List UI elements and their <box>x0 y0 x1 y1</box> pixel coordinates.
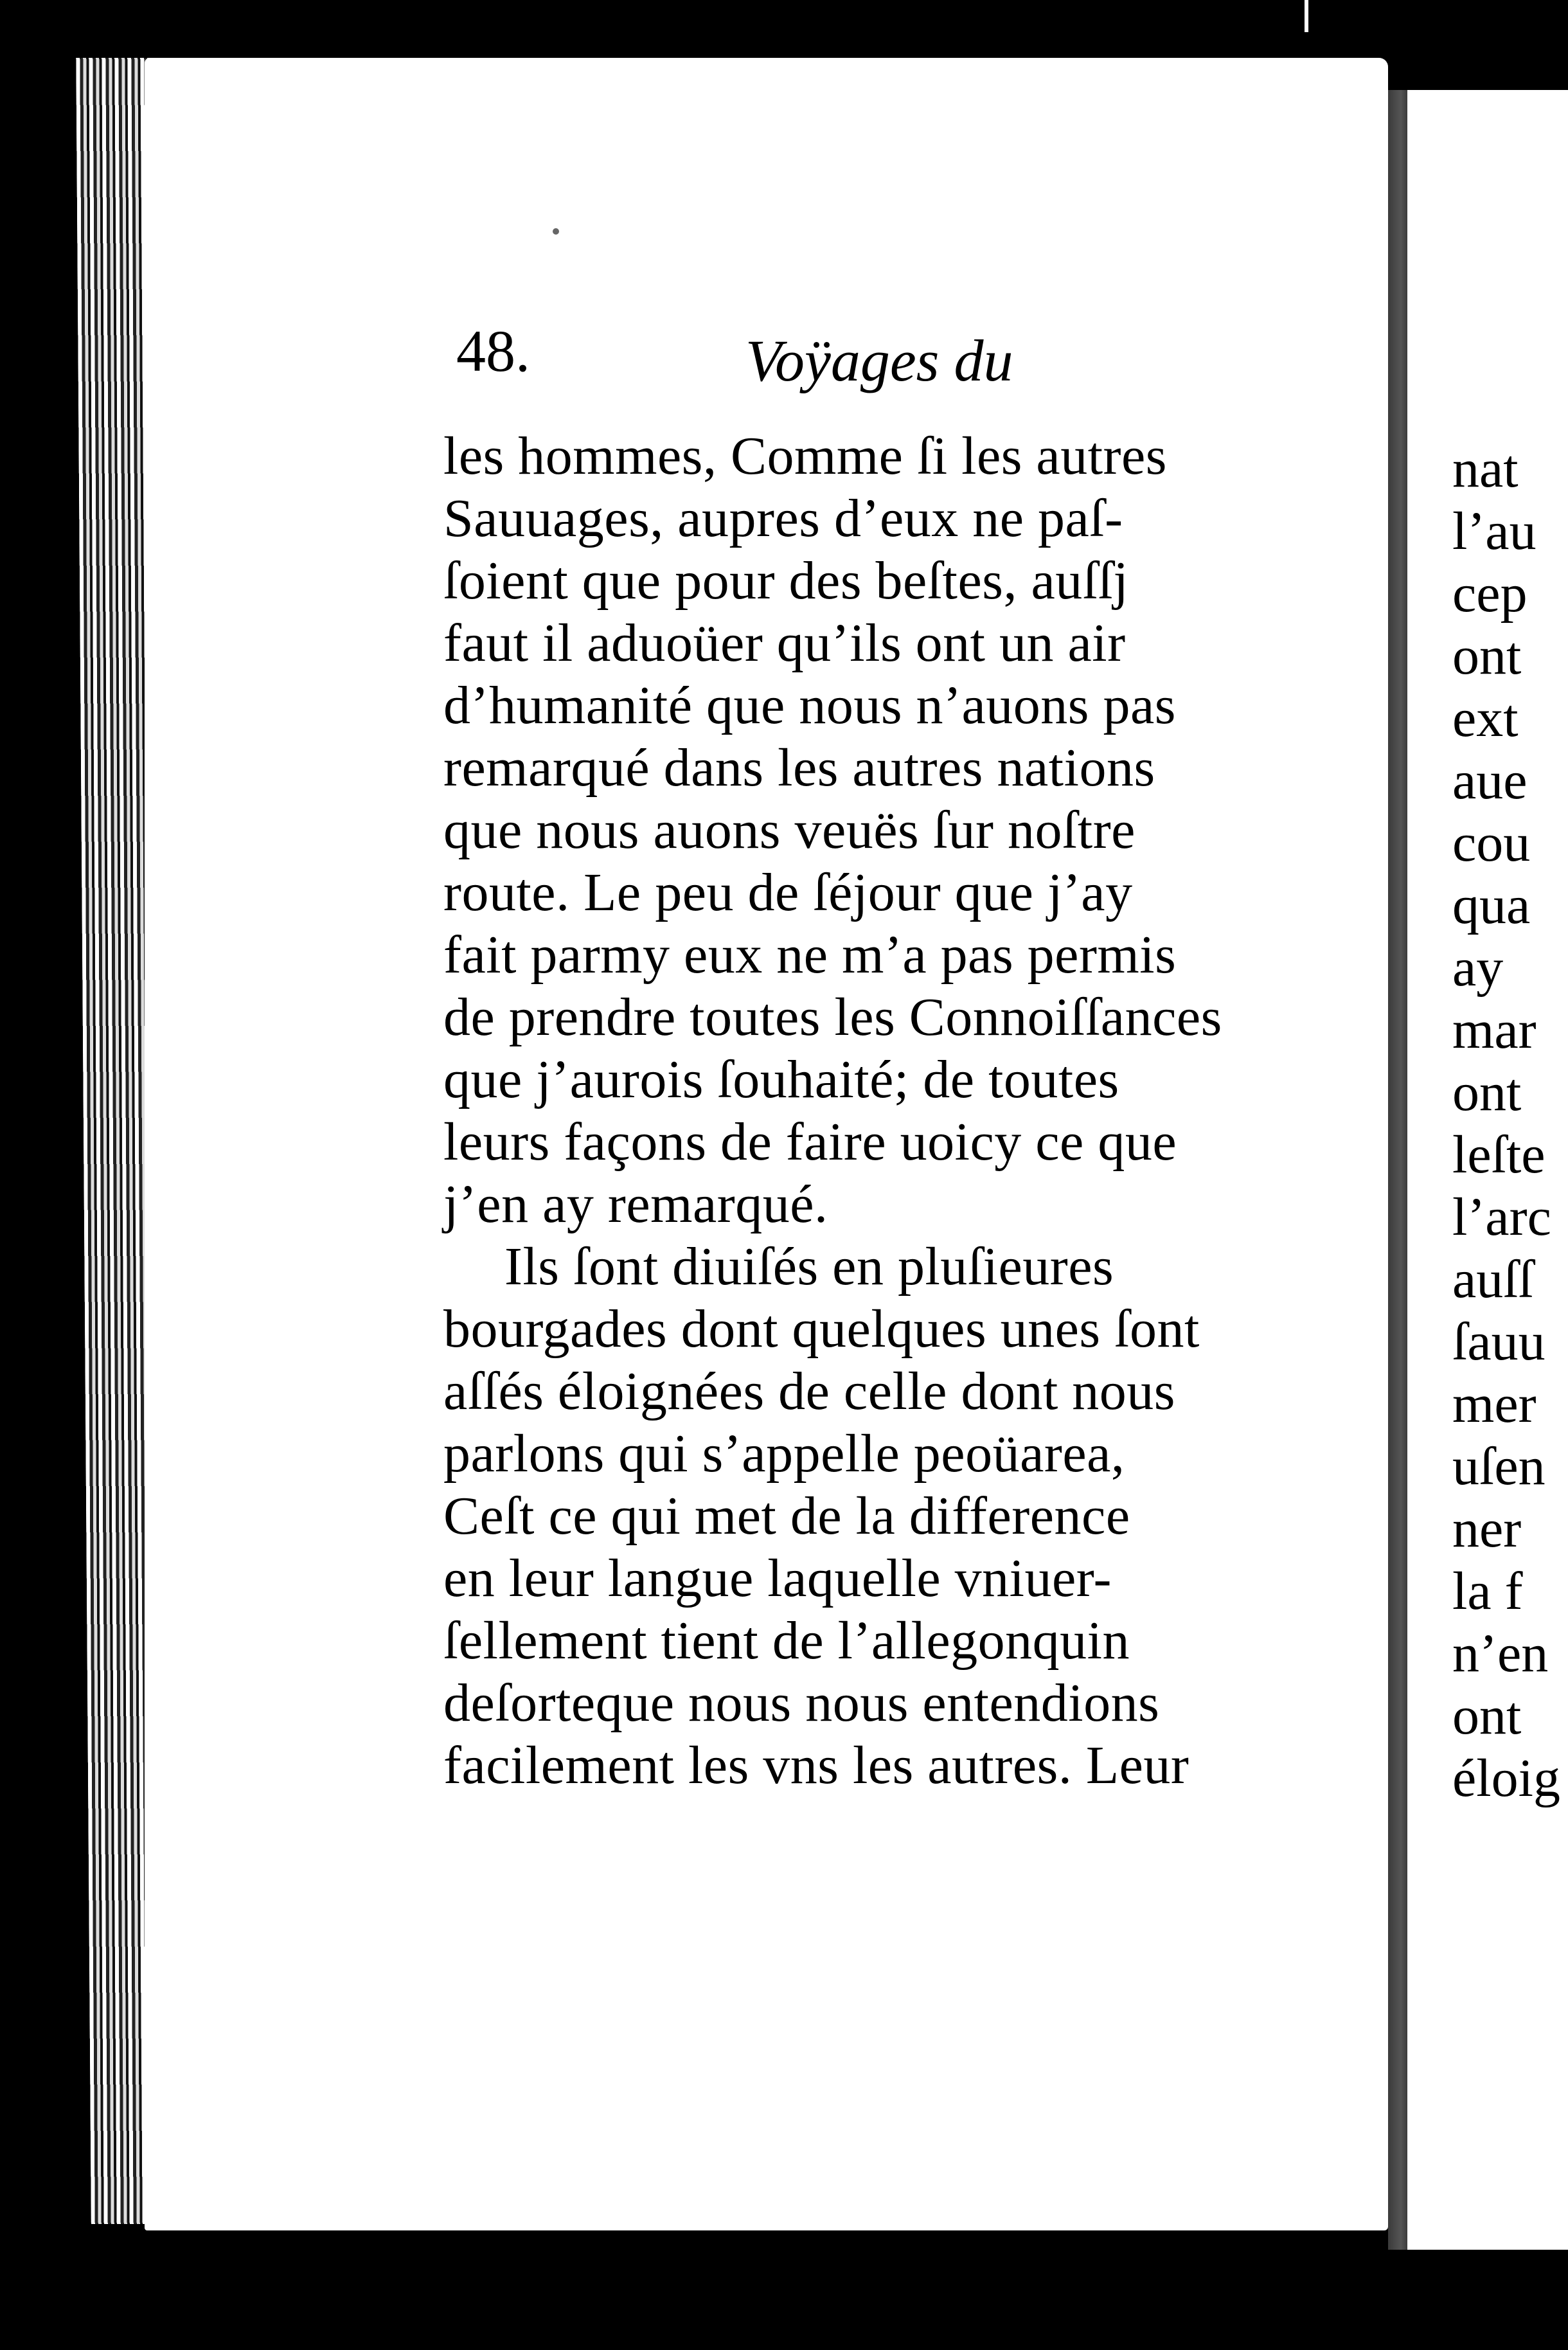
right-text-fragment: l’arc <box>1452 1187 1551 1247</box>
right-text-fragment: auſſ <box>1452 1250 1533 1309</box>
text-line: d’humanité que nous n’auons pas <box>443 676 1176 735</box>
text-line: fait parmy eux ne m’a pas permis <box>443 925 1177 985</box>
text-line: ſellement tient de l’allegonquin <box>443 1611 1130 1671</box>
text-line: Sauuages, aupres d’eux ne paſ- <box>443 489 1123 548</box>
text-line: route. Le peu de ſéjour que j’ay <box>443 863 1133 922</box>
text-line: les hommes, Comme ſi les autres <box>443 426 1167 486</box>
text-line: que j’aurois ſouhaité; de toutes <box>443 1050 1119 1109</box>
text-line: leurs façons de faire uoicy ce que <box>443 1112 1177 1172</box>
text-line: en leur langue laquelle vniuer- <box>443 1548 1112 1608</box>
right-text-fragment: aue <box>1452 751 1528 811</box>
right-text-fragment: éloig <box>1452 1748 1560 1808</box>
text-line: Ils ſont diuiſés en pluſieures <box>504 1237 1114 1296</box>
right-text-fragment: leſte <box>1452 1125 1546 1185</box>
text-line: bourgades dont quelques unes ſont <box>443 1299 1200 1359</box>
text-line: parlons qui s’appelle peoüarea, <box>443 1424 1125 1484</box>
right-text-fragment: la f <box>1452 1561 1523 1621</box>
right-text-fragment: uſen <box>1452 1437 1546 1496</box>
text-line: faut il aduoüer qu’ils ont un air <box>443 613 1126 673</box>
text-line: deſorteque nous nous entendions <box>443 1673 1160 1733</box>
right-text-fragment: ner <box>1452 1499 1522 1559</box>
right-text-fragment: qua <box>1452 875 1531 935</box>
right-text-fragment: mar <box>1452 1000 1537 1060</box>
right-text-fragment: n’en <box>1452 1624 1549 1683</box>
right-text-fragment: nat <box>1452 439 1519 499</box>
right-text-fragment: l’au <box>1452 501 1537 561</box>
right-text-fragment: cep <box>1452 564 1528 623</box>
scan-mark <box>1305 0 1308 32</box>
text-line: que nous auons veuës ſur noſtre <box>443 800 1136 860</box>
text-line: remarqué dans les autres nations <box>443 738 1155 798</box>
right-text-fragment: ont <box>1452 1686 1522 1746</box>
paper-speck <box>553 228 559 235</box>
right-text-fragment: cou <box>1452 813 1531 873</box>
running-title: Voÿages du <box>745 328 1013 393</box>
text-line: ſoient que pour des beſtes, auſſj <box>443 551 1129 611</box>
text-line: de prendre toutes les Connoiſſances <box>443 987 1222 1047</box>
right-text-fragment: ext <box>1452 688 1519 748</box>
right-text-fragment: ont <box>1452 626 1522 686</box>
text-line: aſſés éloignées de celle dont nous <box>443 1361 1175 1421</box>
text-line: facilement les vns les autres. Leur <box>443 1736 1189 1795</box>
right-text-fragment: ont <box>1452 1063 1522 1122</box>
text-line: j’en ay remarqué. <box>443 1174 828 1234</box>
right-text-fragment: ſauu <box>1452 1312 1546 1372</box>
page-number: 48. <box>456 318 530 384</box>
right-text-fragment: ay <box>1452 938 1504 998</box>
right-text-fragment: mer <box>1452 1374 1537 1434</box>
text-line: Ceſt ce qui met de la difference <box>443 1486 1130 1546</box>
